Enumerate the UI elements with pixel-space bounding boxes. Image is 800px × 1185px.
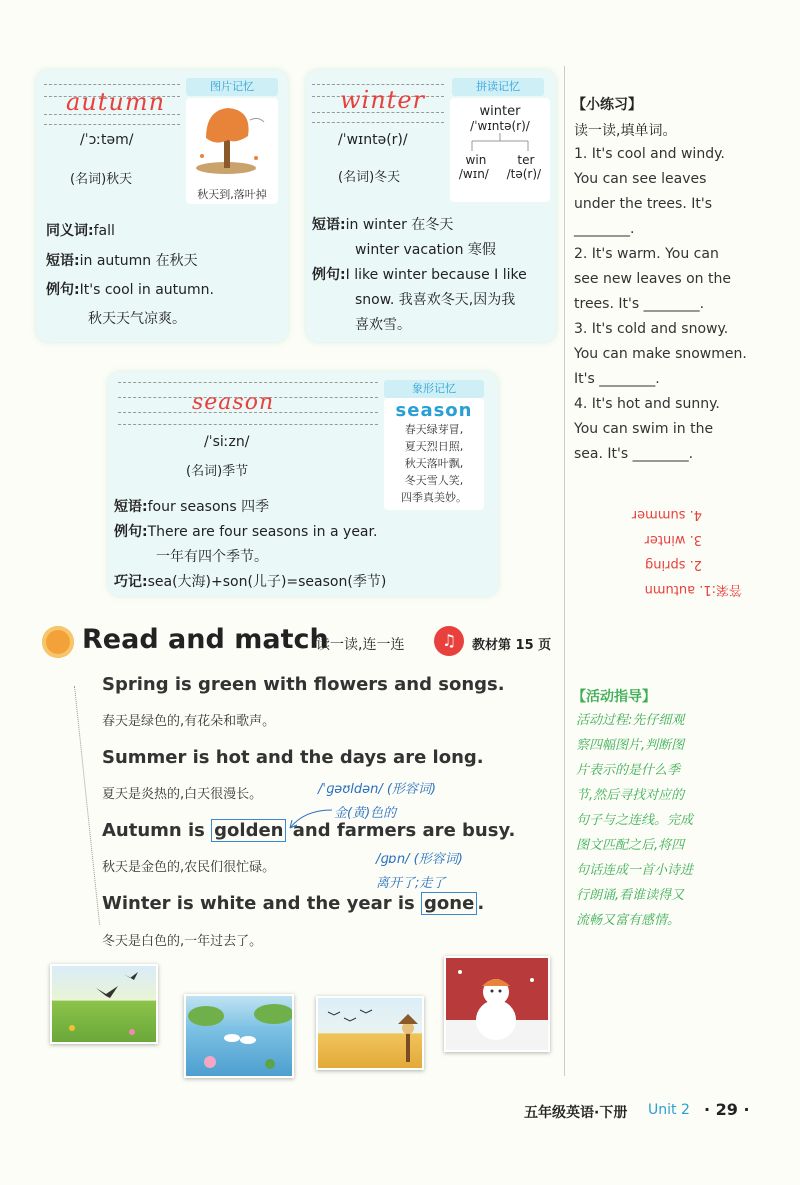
autumn-caption: 秋天到,落叶掉 — [197, 188, 267, 201]
winter-example-line3: 喜欢雪。 — [355, 317, 411, 333]
practice-instruction: 读一读,填单词。 — [574, 123, 677, 139]
winter-phonetic: /ˈwɪntə(r)/ — [338, 132, 408, 148]
autumn-picture-box — [186, 98, 278, 204]
guide-text — [576, 708, 744, 933]
q2-line-1: 2. It's warm. You can — [574, 246, 719, 262]
season-trick-label: 巧记: — [114, 574, 148, 590]
practice-q4 — [574, 392, 720, 467]
poem-line-2 — [102, 747, 484, 768]
season-line-1 — [118, 382, 378, 383]
season-tag: 象形记忆 — [384, 380, 484, 398]
season-rhyme — [384, 421, 484, 506]
season-line-4 — [118, 424, 378, 425]
season-rhyme-line: 冬天雪人笑, — [404, 474, 464, 487]
guide-line: 图文匹配之后,将四 — [576, 838, 685, 853]
poem-line-1-cn: 春天是绿色的,有花朵和歌声。 — [102, 714, 276, 729]
golden-note-arrow — [284, 804, 334, 834]
practice-q3 — [574, 317, 747, 392]
season-phrase — [114, 496, 269, 516]
poem-line-4-pre: Winter is white and the year is — [102, 893, 422, 914]
answer-2: 2. spring — [644, 557, 702, 572]
winter-example-line1: I like winter because I like — [345, 267, 527, 283]
poem-line-4 — [102, 893, 484, 914]
winter-phrase — [312, 214, 453, 234]
season-phrase-label: 短语: — [114, 499, 148, 515]
autumn-pos: (名词)秋天 — [70, 172, 133, 187]
winter-split-lines — [450, 133, 550, 153]
winter-word: winter — [340, 86, 425, 114]
autumn-example-label: 例句: — [46, 282, 80, 298]
autumn-word: autumn — [66, 88, 166, 116]
poem-line-3-pre: Autumn is — [102, 820, 212, 841]
season-rhyme-line: 夏天烈日照, — [404, 440, 464, 453]
winter-part2: ter — [517, 153, 535, 167]
season-rhyme-line: 秋天落叶飘, — [404, 457, 464, 470]
season-example — [114, 521, 377, 541]
autumn-tag: 图片记忆 — [186, 78, 278, 96]
footer-page: · 29 · — [704, 1100, 750, 1119]
guide-line: 活动过程:先仔细观 — [576, 713, 685, 728]
guide-line: 流畅又富有感情。 — [576, 913, 681, 928]
spring-picture — [50, 964, 158, 1044]
winter-tag: 拼读记忆 — [452, 78, 544, 96]
winter-split-phonetic: /ˈwɪntə(r)/ — [470, 119, 530, 133]
winter-part1-phonetic: /wɪn/ — [458, 167, 489, 181]
q4-line-1: 4. It's hot and sunny. — [574, 396, 720, 412]
q3-line-2: You can make snowmen. — [574, 346, 747, 362]
guide-line: 察四幅图片,判断图 — [576, 738, 685, 753]
answer-4: 4. summer — [631, 507, 702, 522]
season-example-label: 例句: — [114, 524, 148, 540]
q3-line-3[interactable]: It's ________. — [574, 371, 660, 387]
summer-picture — [184, 994, 294, 1078]
autumn-line-1 — [44, 84, 180, 85]
poem-line-3-post: and farmers are busy. — [286, 820, 516, 841]
winter-split-box — [450, 98, 550, 202]
footer-unit: Unit 2 — [648, 1102, 690, 1118]
answer-1: 答案:1. autumn — [644, 582, 742, 597]
guide-title: 【活动指导】 — [572, 689, 656, 705]
gone-note-meaning: 离开了;走了 — [376, 876, 446, 891]
scarecrow-icon — [318, 998, 422, 1068]
season-example-cn: 一年有四个季节。 — [156, 549, 268, 565]
winter-split-word: winter — [479, 104, 521, 119]
winter-example-label: 例句: — [312, 267, 346, 283]
gone-note-phonetic: /ɡɒn/ (形容词) — [376, 852, 463, 867]
guide-line: 句话连成一首小诗进 — [576, 863, 694, 878]
q1-line-1: 1. It's cool and windy. — [574, 146, 725, 162]
autumn-example-en: It's cool in autumn. — [79, 282, 214, 298]
season-logo: season — [395, 400, 473, 421]
poem-line-1 — [102, 674, 505, 695]
guide-line: 句子与之连线。完成 — [576, 813, 694, 828]
golden-word-box: golden — [211, 819, 286, 842]
guide-line: 行朗诵,看谁读得又 — [576, 888, 685, 903]
season-rhyme-line: 春天绿芽冒, — [404, 423, 464, 436]
poem-line-2-cn: 夏天是炎热的,白天很漫长。 — [102, 787, 263, 802]
practice-q1 — [574, 142, 725, 242]
poem-line-3-cn: 秋天是金色的,农民们很忙碌。 — [102, 860, 276, 875]
poem-line-2-text: Summer is hot and the days are long. — [102, 747, 484, 768]
season-phonetic: /ˈsiːzn/ — [204, 434, 250, 450]
poem-line-4-cn: 冬天是白色的,一年过去了。 — [102, 934, 263, 949]
autumn-phonetic: /ˈɔːtəm/ — [80, 132, 134, 148]
season-rhyme-line: 四季真美妙。 — [401, 491, 467, 504]
winter-picture — [444, 956, 550, 1052]
headphone-icon[interactable]: ♫ — [434, 626, 464, 656]
q2-line-2: see new leaves on the — [574, 271, 731, 287]
read-match-title: Read and match — [82, 624, 329, 655]
autumn-example — [46, 279, 214, 299]
q4-line-2: You can swim in the — [574, 421, 714, 437]
swallow-icon — [52, 966, 156, 1042]
golden-note-phonetic: /ˈɡəʊldən/ (形容词) — [318, 782, 436, 797]
autumn-picture — [316, 996, 424, 1070]
winter-phrase-2: winter vacation 寒假 — [355, 242, 496, 258]
guide-line: 节,然后寻找对应的 — [576, 788, 685, 803]
winter-part1: win — [465, 153, 487, 167]
swan-lake-icon — [186, 996, 292, 1076]
footer-book: 五年级英语·下册 — [524, 1105, 628, 1121]
practice-q2 — [574, 242, 731, 317]
winter-pos: (名词)冬天 — [338, 170, 401, 185]
season-trick — [114, 571, 386, 591]
practice-title: 【小练习】 — [572, 97, 642, 113]
winter-line-1 — [312, 84, 444, 85]
autumn-synonym — [46, 220, 115, 240]
winter-example-line2: snow. 我喜欢冬天,因为我 — [355, 292, 516, 308]
autumn-phrase-value: in autumn 在秋天 — [79, 253, 198, 269]
autumn-phrase — [46, 250, 198, 270]
answer-3: 3. winter — [644, 532, 702, 547]
winter-example — [312, 264, 527, 284]
poem-line-4-post: . — [477, 893, 485, 914]
autumn-synonym-label: 同义词: — [46, 223, 94, 239]
golden-note-meaning: 金(黄)色的 — [334, 806, 397, 821]
season-rhyme-box — [384, 398, 484, 510]
snowman-icon — [446, 958, 548, 1050]
read-match-subtitle: 读一读,连一连 — [316, 637, 405, 653]
q3-line-1: 3. It's cold and snowy. — [574, 321, 729, 337]
autumn-phrase-label: 短语: — [46, 253, 80, 269]
autumn-line-4 — [44, 124, 180, 125]
flower-icon — [42, 626, 74, 658]
autumn-example-cn: 秋天天气凉爽。 — [88, 311, 186, 327]
winter-phrase-1: in winter 在冬天 — [345, 217, 454, 233]
q1-line-2: You can see leaves — [574, 171, 707, 187]
season-phrase-value: four seasons 四季 — [147, 499, 270, 515]
season-example-en: There are four seasons in a year. — [147, 524, 378, 540]
gone-word-box: gone — [421, 892, 477, 915]
q1-blank[interactable]: ________. — [574, 221, 635, 237]
autumn-tree-icon — [186, 98, 278, 182]
q1-line-3: under the trees. It's — [574, 196, 712, 212]
guide-line: 片表示的是什么季 — [576, 763, 681, 778]
winter-phrase-label: 短语: — [312, 217, 346, 233]
q2-line-3[interactable]: trees. It's ________. — [574, 296, 705, 312]
column-divider — [564, 66, 565, 1076]
poem-line-1-text: Spring is green with flowers and songs. — [102, 674, 505, 695]
textbook-ref: 教材第 15 页 — [472, 638, 552, 653]
match-guide-line — [74, 686, 100, 925]
answer-block — [606, 502, 742, 602]
q4-line-3[interactable]: sea. It's ________. — [574, 446, 694, 462]
winter-part2-phonetic: /tə(r)/ — [506, 167, 542, 181]
season-pos: (名词)季节 — [186, 464, 249, 479]
autumn-synonym-value: fall — [93, 223, 115, 239]
season-trick-value: sea(大海)+son(儿子)=season(季节) — [147, 574, 387, 590]
season-word: season — [192, 390, 275, 415]
winter-line-4 — [312, 122, 444, 123]
